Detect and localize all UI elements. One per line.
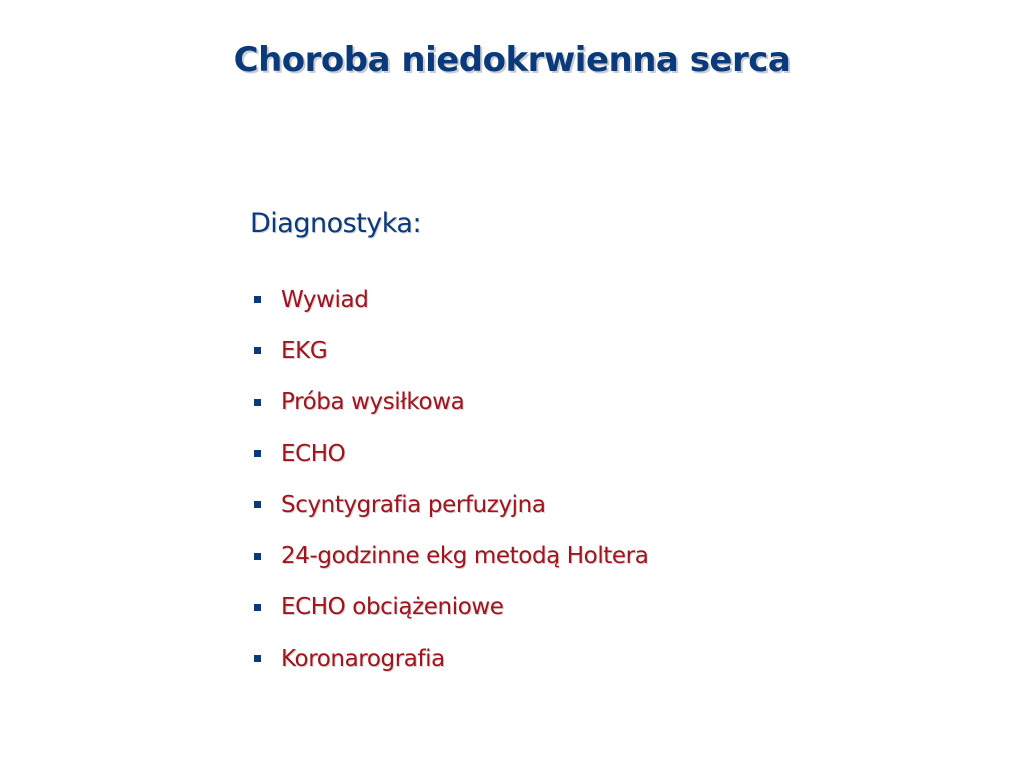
list-item [250,428,950,479]
square-bullet-icon [254,296,261,303]
list-item [250,479,950,530]
square-bullet-icon [254,450,261,457]
square-bullet-icon [254,501,261,508]
square-bullet-icon [254,399,261,406]
diagnostics-list [250,274,950,684]
list-item-label: Próba wysiłkowa [281,389,465,416]
list-item [250,325,950,376]
square-bullet-icon [254,347,261,354]
section-heading: Diagnostyka: [250,208,422,239]
list-item [250,633,950,684]
square-bullet-icon [254,655,261,662]
list-item [250,530,950,581]
square-bullet-icon [254,553,261,560]
list-item-label: Wywiad [281,286,369,313]
list-item-label: Scyntygrafia perfuzyjna [281,491,546,518]
list-item-label: ECHO obciążeniowe [281,594,504,621]
list-item [250,377,950,428]
slide-content [250,204,950,684]
list-item-label: ECHO [281,440,346,467]
list-item-label: 24-godzinne ekg metodą Holtera [281,543,649,570]
list-item-label: EKG [281,337,328,364]
list-item [250,582,950,633]
slide-title: Choroba niedokrwienna serca [233,40,791,80]
list-item [250,274,950,325]
square-bullet-icon [254,604,261,611]
list-item-label: Koronarografia [281,645,445,672]
